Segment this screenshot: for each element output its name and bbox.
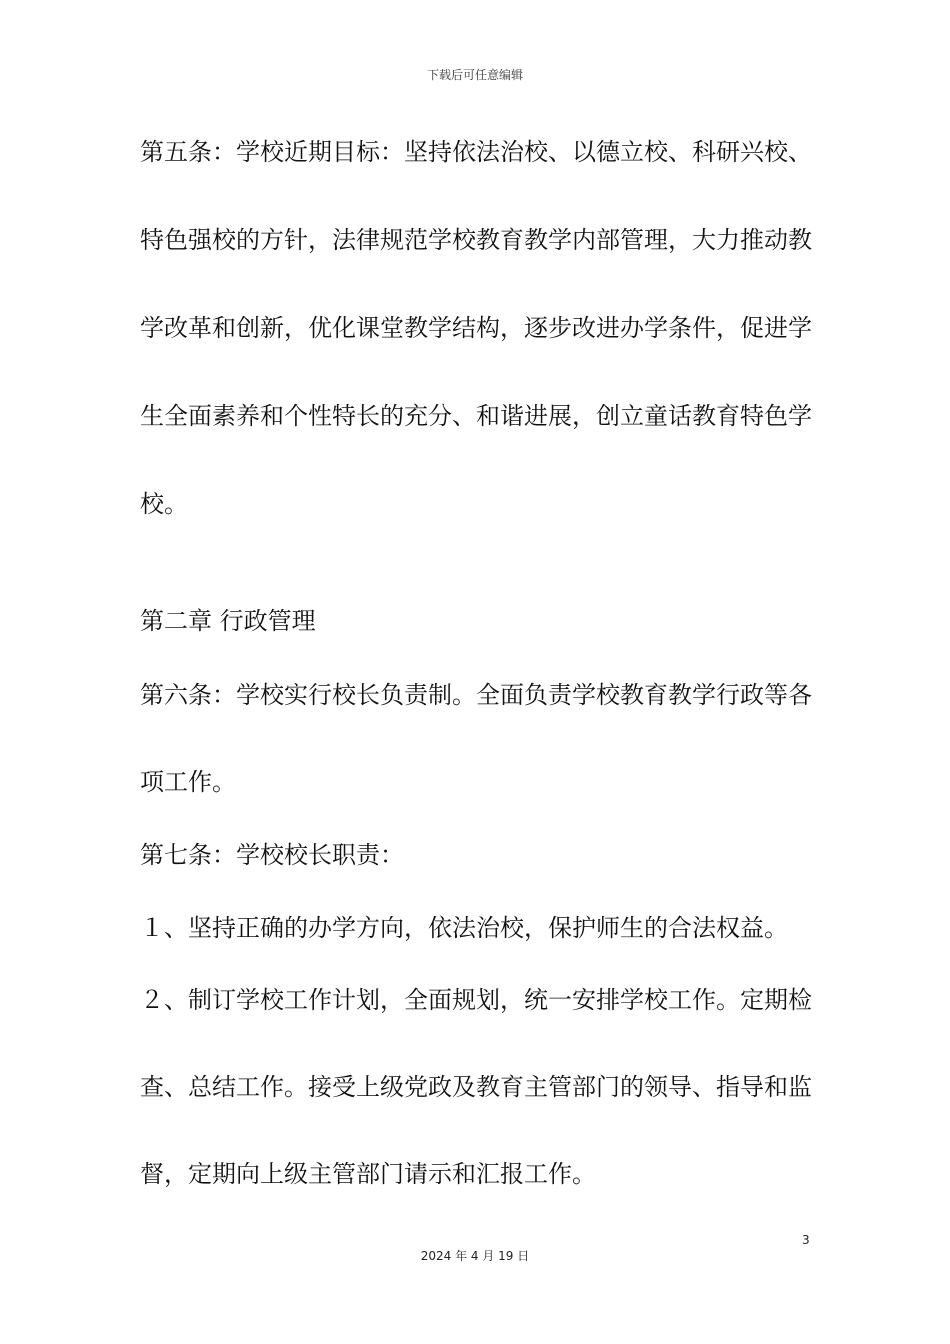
download-edit-note: 下载后可任意编辑 — [426, 68, 523, 82]
article-6-line-1: 第六条：学校实行校长负责制。全面负责学校教育教学行政等各 — [140, 681, 812, 709]
article-5-paragraph: 第五条：学校近期目标：坚持依法治校、以德立校、科研兴校、特色强校的方针，法律规范学校教育教学内部管理，大力推动教学改革和创新，优化课堂教学结构，逐步改进办学条件，促进学生全面素养和个性特长的充分、和谐进展，创立童话教育特色学校。 — [140, 138, 812, 518]
footer-date: 2024 年 4 月 19 日 — [420, 1249, 530, 1263]
item-2-line-3: 督，定期向上级主管部门请示和汇报工作。 — [140, 1160, 596, 1188]
chapter-2-title: 第二章 行政管理 — [140, 607, 316, 635]
article-6-line-2: 项工作。 — [140, 768, 236, 796]
item-1: １、坚持正确的办学方向，依法治校，保护师生的合法权益。 — [140, 914, 788, 942]
page-number: 3 — [802, 1233, 810, 1247]
item-2-line-2: 查、总结工作。接受上级党政及教育主管部门的领导、指导和监 — [140, 1073, 812, 1101]
article-7-heading: 第七条：学校校长职责： — [140, 841, 404, 869]
item-2-line-1: ２、制订学校工作计划，全面规划，统一安排学校工作。定期检 — [140, 986, 812, 1014]
